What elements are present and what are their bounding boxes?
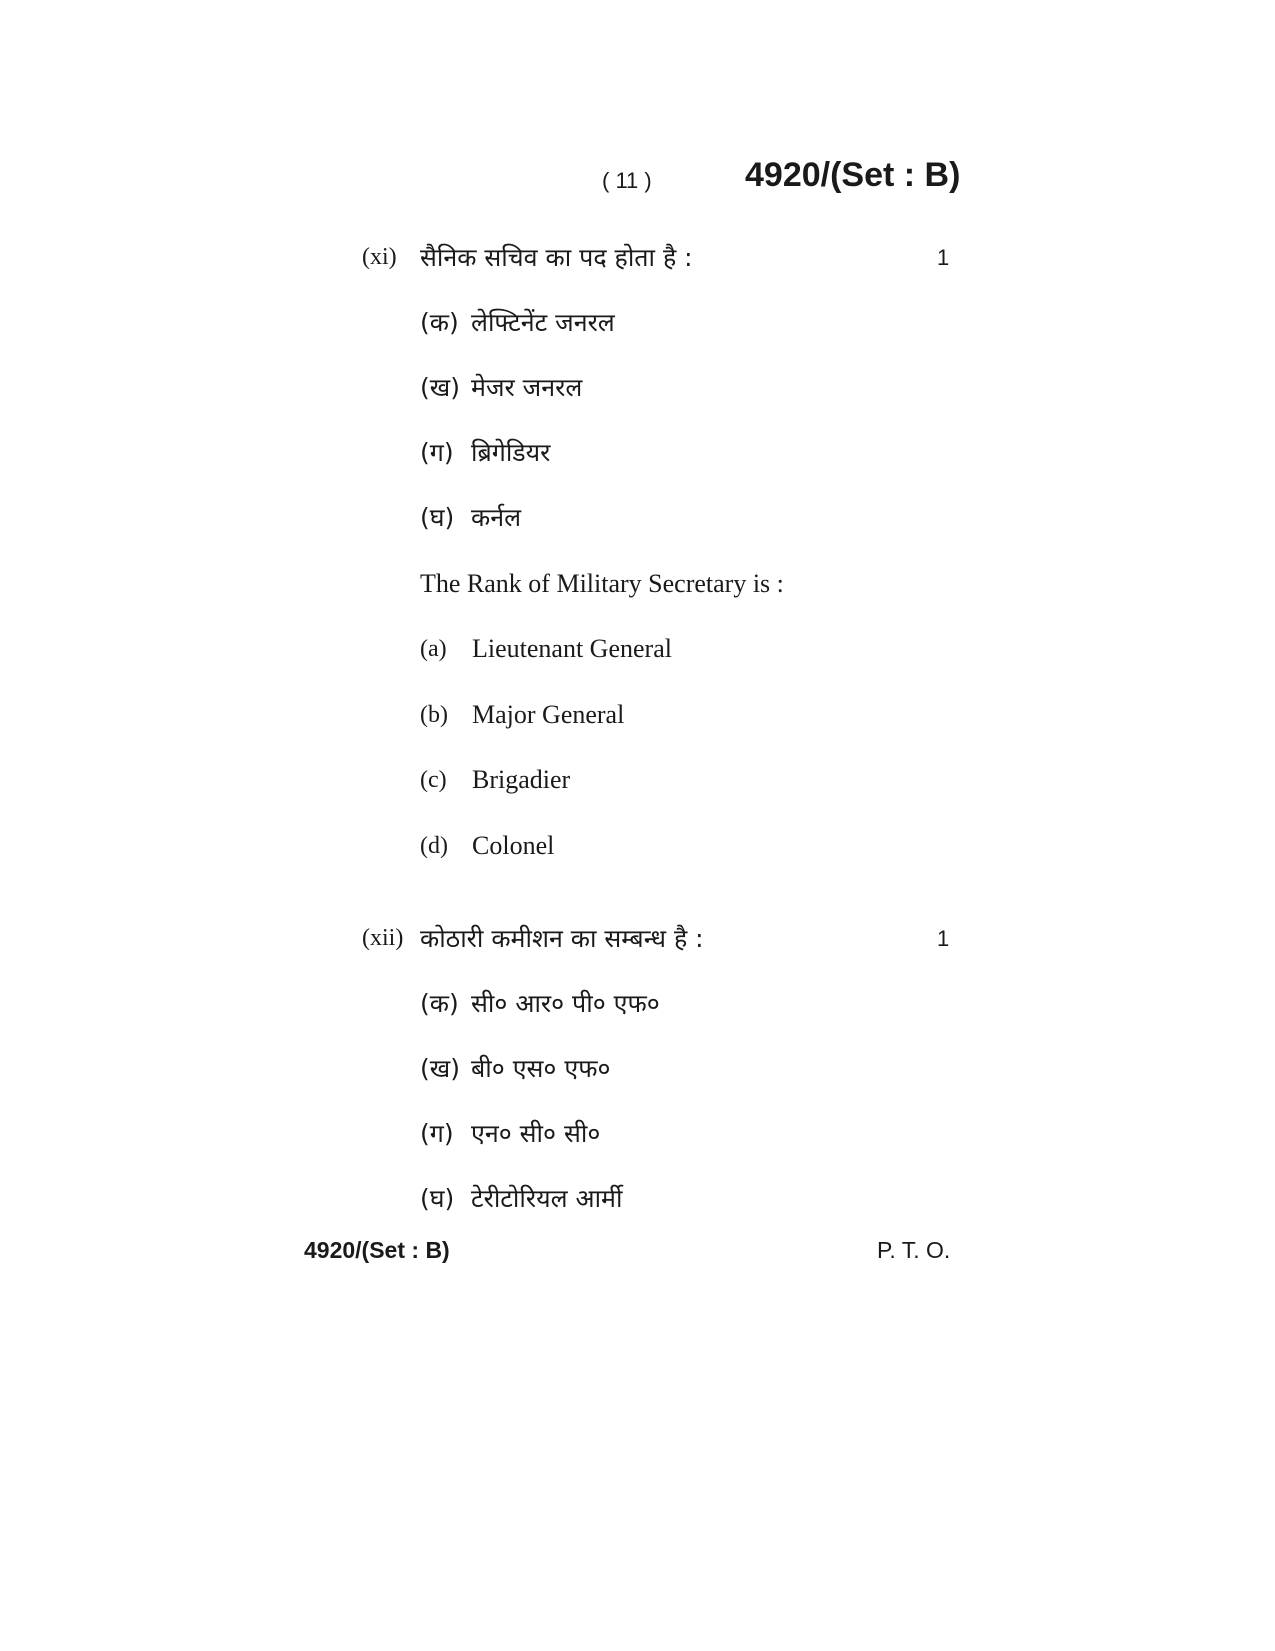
footer-pto: P. T. O. [877, 1237, 951, 1263]
option-text: Lieutenant General [472, 634, 672, 663]
option-text: ब्रिगेडियर [471, 438, 551, 467]
question-number: (xi) [362, 244, 397, 270]
option-text: एन० सी० सी० [471, 1119, 601, 1148]
question-text-hindi: कोठारी कमीशन का सम्बन्ध है : [420, 924, 704, 953]
option-label: (d) [420, 833, 448, 859]
option-label: (घ) [420, 503, 455, 532]
option-text: कर्नल [471, 503, 522, 532]
option-label: (b) [420, 702, 448, 728]
option-text: टेरीटोरियल आर्मी [471, 1184, 623, 1213]
header-paper-code: 4920/(Set : B) [745, 156, 961, 194]
question-marks: 1 [937, 926, 950, 951]
option-text: Brigadier [472, 765, 571, 794]
question-text-hindi: सैनिक सचिव का पद होता है : [420, 243, 693, 272]
option-label: (ख) [420, 1054, 460, 1083]
option-label: (क) [420, 308, 459, 337]
option-text: बी० एस० एफ० [471, 1054, 611, 1083]
option-text: मेजर जनरल [471, 373, 583, 402]
option-label: (ग) [420, 1119, 454, 1148]
option-label: (ख) [420, 373, 460, 402]
question-number: (xii) [362, 925, 404, 951]
option-text: Major General [472, 700, 625, 729]
option-label: (a) [420, 636, 447, 662]
question-text-english: The Rank of Military Secretary is : [420, 569, 784, 598]
option-text: सी० आर० पी० एफ० [471, 989, 660, 1018]
question-marks: 1 [937, 245, 950, 270]
option-text: लेफ्टिनेंट जनरल [471, 308, 615, 337]
option-label: (घ) [420, 1184, 455, 1213]
option-label: (ग) [420, 438, 454, 467]
footer-paper-code: 4920/(Set : B) [304, 1237, 450, 1263]
option-text: Colonel [472, 831, 555, 860]
page-number: ( 11 ) [602, 168, 652, 193]
option-label: (c) [420, 767, 447, 793]
option-label: (क) [420, 989, 459, 1018]
